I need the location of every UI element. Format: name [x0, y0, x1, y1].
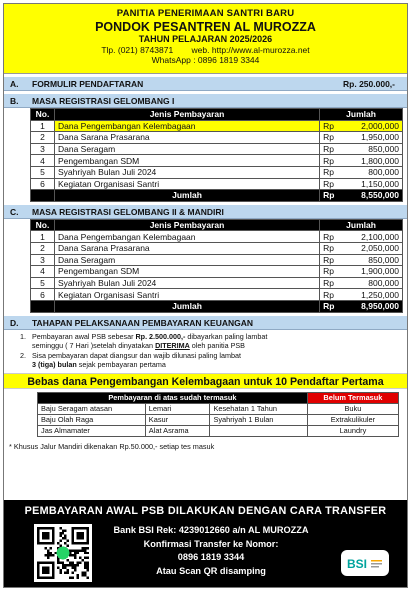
- step-1: 1. Pembayaran awal PSB sebesar Rp. 2.500.000,- dibayarkan paling lambat seminggu ( 7 Hari )setelah dinyatakan DITERIMA oleh panitia PSB: [20, 331, 268, 351]
- col-no: No.: [31, 109, 55, 121]
- included-header: Pembayaran di atas sudah termasuk: [38, 392, 308, 403]
- step-2: 2. Sisa pembayaran dapat diangsur dan wajib dilunasi paling lambat 3 (tiga) bulan sejak pembayaran pertama: [20, 350, 241, 370]
- col-amount: Jumlah: [320, 219, 403, 231]
- confirm-label: Konfirmasi Transfer ke Nomor:: [143, 538, 279, 549]
- phone: Tlp. (021) 8743871: [101, 45, 174, 55]
- total-row: Jumlah Rp 8,950,000: [31, 300, 403, 312]
- table-row: 1 Dana Pengembangan Kelembagaan Rp 2,000,000: [31, 120, 403, 132]
- section-a-title: FORMULIR PENDAFTARAN: [32, 79, 144, 89]
- website-link[interactable]: web. http://www.al-murozza.net: [191, 45, 310, 55]
- table-row: 4 Pengembangan SDM Rp 1,900,000: [31, 266, 403, 278]
- col-no: No.: [31, 219, 55, 231]
- qr-icon: [37, 527, 89, 579]
- total-label: Jumlah: [54, 190, 319, 202]
- fees-table-wave-1: [30, 108, 403, 202]
- contact-line: [4, 45, 407, 55]
- bsi-logo-icon: [345, 554, 385, 572]
- table-row: Baju Olah Raga Kasur Syahriyah 1 Bulan Extrakulikuler: [38, 414, 399, 425]
- total-amount: 8,550,000: [350, 190, 403, 202]
- promo-banner: Bebas dana Pengembangan Kelembagaan untuk 10 Pendaftar Pertama: [4, 373, 407, 389]
- header: [4, 4, 407, 74]
- footnote: * Khusus Jalur Mandiri dikenakan Rp.50.000,- setiap tes masuk: [9, 441, 215, 451]
- committee-title: PANITIA PENERIMAAN SANTRI BARU: [116, 8, 295, 19]
- col-amount: Jumlah: [320, 109, 403, 121]
- table-row: 6 Kegiatan Organisasi Santri Rp 1,250,000: [31, 289, 403, 301]
- table-row: 5 Syahriyah Bulan Juli 2024 Rp 800,000: [31, 166, 403, 178]
- section-c-bar: C. MASA REGISTRASI GELOMBANG II & MANDIRI: [4, 205, 407, 219]
- brochure: [3, 3, 408, 588]
- table-row: 3 Dana Seragam Rp 850,000: [31, 143, 403, 155]
- section-d-bar: D. TAHAPAN PELAKSANAAN PEMBAYARAN KEUANGAN: [4, 316, 407, 330]
- col-name: Jenis Pembayaran: [54, 109, 319, 121]
- payment-panel: [4, 500, 407, 587]
- table-row: Baju Seragam atasan Lemari Kesehatan 1 Tahun Buku: [38, 403, 399, 414]
- table-row: 5 Syahriyah Bulan Juli 2024 Rp 800,000: [31, 277, 403, 289]
- payment-steps: [4, 330, 407, 370]
- section-b-bar: B. MASA REGISTRASI GELOMBANG I: [4, 94, 407, 108]
- payment-heading: PEMBAYARAN AWAL PSB DILAKUKAN DENGAN CARA TRANSFER: [24, 505, 387, 517]
- fees-table-wave-2: [30, 219, 403, 313]
- total-label: Jumlah: [54, 300, 319, 312]
- table-row: 2 Dana Sarana Prasarana Rp 1,950,000: [31, 132, 403, 144]
- included-items-table: [37, 392, 399, 437]
- whatsapp: WhatsApp : 0896 1819 3344: [151, 55, 260, 65]
- section-d-title: TAHAPAN PELAKSANAAN PEMBAYARAN KEUANGAN: [32, 317, 254, 328]
- table-row: 6 Kegiatan Organisasi Santri Rp 1,150,000: [31, 178, 403, 190]
- section-a-bar: A. FORMULIR PENDAFTARAN Rp. 250.000,-: [4, 77, 407, 91]
- excluded-header: Belum Termasuk: [307, 392, 398, 403]
- school-name: PONDOK PESANTREN AL MUROZZA: [95, 20, 316, 34]
- table-row: 2 Dana Sarana Prasarana Rp 2,050,000: [31, 242, 403, 254]
- payment-details: [104, 524, 318, 578]
- table-row: Jas Almamater Alat Asrama Laundry: [38, 425, 399, 436]
- svg-text:BSI: BSI: [347, 557, 368, 571]
- total-row: Jumlah Rp 8,550,000: [31, 190, 403, 202]
- section-b-title: MASA REGISTRASI GELOMBANG I: [32, 96, 175, 106]
- academic-year: TAHUN PELAJARAN 2025/2026: [138, 34, 273, 44]
- bank-account: Bank BSI Rek: 4239012660 a/n AL MUROZZA: [113, 525, 309, 535]
- bsi-logo: [341, 550, 389, 576]
- qr-code[interactable]: [34, 524, 92, 582]
- scan-hint: Atau Scan QR disamping: [156, 565, 266, 576]
- table-row: 1 Dana Pengembangan Kelembagaan Rp 2,100,000: [31, 231, 403, 243]
- total-amount: 8,950,000: [350, 300, 403, 312]
- confirm-number: 0896 1819 3344: [177, 552, 245, 562]
- table-row: 3 Dana Seragam Rp 850,000: [31, 254, 403, 266]
- section-c-title: MASA REGISTRASI GELOMBANG II & MANDIRI: [32, 206, 224, 217]
- col-name: Jenis Pembayaran: [54, 219, 319, 231]
- form-price: Rp. 250.000,-: [343, 79, 395, 89]
- table-row: 4 Pengembangan SDM Rp 1,800,000: [31, 155, 403, 167]
